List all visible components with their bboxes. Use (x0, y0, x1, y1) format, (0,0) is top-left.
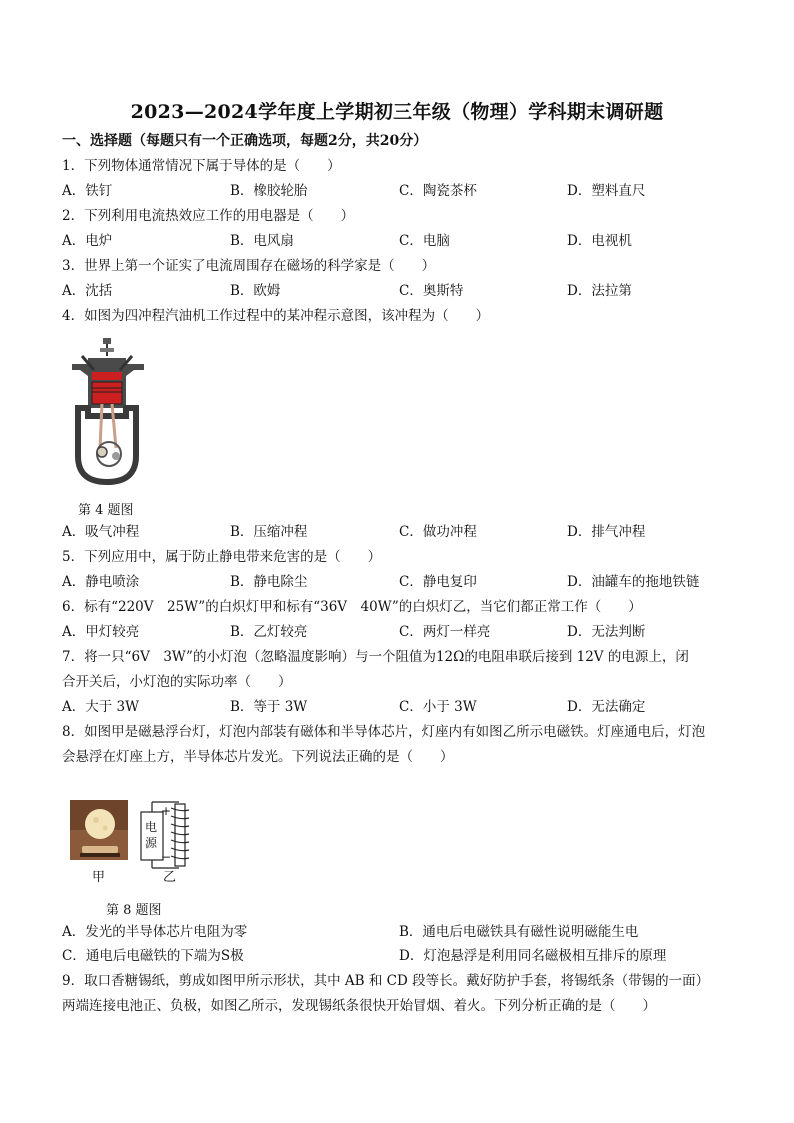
power-label-2: 源 (145, 836, 158, 850)
q3-option-a: A．沈括 (62, 283, 113, 299)
figure-8-caption: 第 8 题图 (106, 903, 162, 918)
q8-option-b: B．通电后电磁铁具有磁性说明磁能生电 (399, 924, 639, 940)
q1-option-a: A．铁钉 (62, 183, 113, 199)
q4-option-d: D．排气冲程 (567, 524, 646, 540)
q5-option-c: C．静电复印 (399, 574, 477, 590)
q8-option-d: D．灯泡悬浮是利用同名磁极相互排斥的原理 (399, 948, 667, 964)
levitating-lamp-photo (70, 800, 128, 860)
q3-option-b: B．欧姆 (230, 283, 281, 299)
q2-option-c: C．电脑 (399, 233, 450, 249)
question-8-stem-line1: 8．如图甲是磁悬浮台灯，灯泡内部装有磁体和半导体芯片，灯座内有如图乙所示电磁铁。灯座通电后，灯泡 (62, 724, 706, 740)
q4-option-b: B．压缩冲程 (230, 524, 308, 540)
question-6-stem: 6．标有“220V 25W”的白炽灯甲和标有“36V 40W”的白炽灯乙，当它们都正常工作（ ） (62, 599, 642, 615)
q1-option-b: B．橡胶轮胎 (230, 183, 308, 199)
q8-option-a: A．发光的半导体芯片电阻为零 (62, 924, 248, 940)
q3-option-d: D．法拉第 (567, 283, 632, 299)
q2-option-a: A．电炉 (62, 233, 113, 249)
question-5-stem: 5．下列应用中，属于防止静电带来危害的是（ ） (62, 549, 382, 565)
question-4-stem: 4．如图为四冲程汽油机工作过程中的某冲程示意图，该冲程为（ ） (62, 308, 490, 324)
q5-option-b: B．静电除尘 (230, 574, 308, 590)
q6-option-a: A．甲灯较亮 (62, 624, 140, 640)
q4-option-a: A．吸气冲程 (62, 524, 140, 540)
q7-option-b: B．等于 3W (230, 699, 308, 715)
q8-option-c: C．通电后电磁铁的下端为S极 (62, 948, 244, 964)
figure-8-label-b: 乙 (163, 870, 177, 885)
question-1-stem: 1．下列物体通常情况下属于导体的是（ ） (62, 158, 341, 174)
q1-option-d: D．塑料直尺 (567, 183, 646, 199)
figure-4-caption: 第 4 题图 (78, 503, 134, 518)
q1-option-c: C．陶瓷茶杯 (399, 183, 477, 199)
q7-option-c: C．小于 3W (399, 699, 477, 715)
question-7-stem-line2: 合开关后，小灯泡的实际功率（ ） (62, 674, 292, 690)
q2-option-d: D．电视机 (567, 233, 632, 249)
q7-option-a: A．大于 3W (62, 699, 140, 715)
q2-option-b: B．电风扇 (230, 233, 294, 249)
q6-option-b: B．乙灯较亮 (230, 624, 308, 640)
question-7-stem-line1: 7．将一只“6V 3W”的小灯泡（忽略温度影响）与一个阻值为12Ω的电阻串联后接到 12V 的电源上，闭 (62, 649, 689, 665)
power-label-1: 电 (145, 820, 158, 834)
question-9-stem-line1: 9．取口香糖锡纸，剪成如图甲所示形状，其中 AB 和 CD 段等长。戴好防护手套，将锡纸条（带锡的一面） (62, 973, 710, 989)
figure-8-label-a: 甲 (92, 870, 106, 885)
q7-option-d: D．无法确定 (567, 699, 646, 715)
engine-stroke-diagram (64, 336, 154, 486)
question-3-stem: 3．世界上第一个证实了电流周围存在磁场的科学家是（ ） (62, 258, 436, 274)
section-heading: 一、选择题（每题只有一个正确选项，每题2分，共20分） (62, 133, 428, 149)
q5-option-a: A．静电喷涂 (62, 574, 140, 590)
question-8-stem-line2: 会悬浮在灯座上方，半导体芯片发光。下列说法正确的是（ ） (62, 749, 454, 765)
q3-option-c: C．奥斯特 (399, 283, 464, 299)
q6-option-d: D．无法判断 (567, 624, 646, 640)
q5-option-d: D．油罐车的拖地铁链 (567, 574, 700, 590)
question-2-stem: 2．下列利用电流热效应工作的用电器是（ ） (62, 208, 355, 224)
page-title: 2023—2024学年度上学期初三年级（物理）学科期末调研题 (130, 101, 664, 123)
q4-option-c: C．做功冲程 (399, 524, 477, 540)
question-9-stem-line2: 两端连接电池正、负极，如图乙所示，发现锡纸条很快开始冒烟、着火。下列分析正确的是（ ） (62, 998, 656, 1014)
power-minus-sign: − (161, 850, 172, 864)
q6-option-c: C．两灯一样亮 (399, 624, 491, 640)
power-plus-sign: + (161, 804, 172, 818)
